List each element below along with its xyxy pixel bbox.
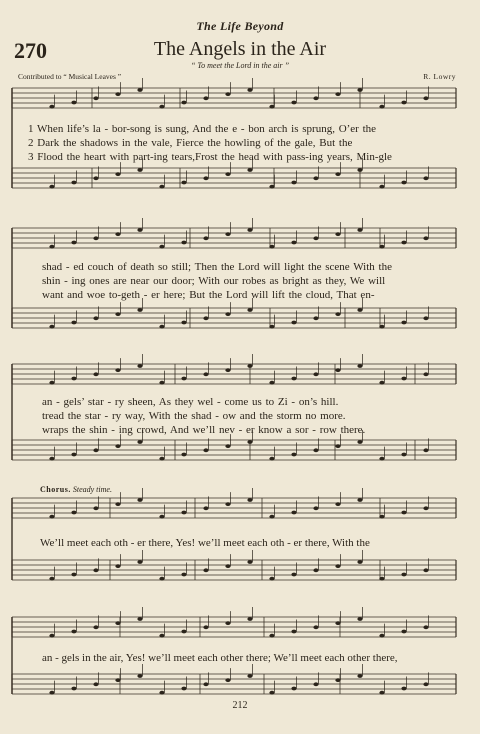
- chorus-heading: [40, 485, 112, 494]
- verse-2-line-3: tread the star - ry way, With the shad - ow and the storm no more.: [42, 410, 346, 422]
- verse-1-line-3: an - gels’ star - ry sheen, As they wel - come us to Zi - on’s hill.: [42, 396, 339, 408]
- verse-3-line-2: want and woe to-geth - er here; But the Lord will lift the cloud, That en-: [42, 289, 375, 301]
- verse-2-line-1: 2 Dark the shadows in the vale, Fierce the howling of the gale, But the: [28, 137, 353, 149]
- verse-2-line-2: shin - ing ones are near our door; With our robes as bright as they, We will: [42, 275, 386, 287]
- verse-1-line-1: 1 When life’s la - bor-song is sung, And the e - bon arch is sprung, O’er the: [28, 123, 377, 135]
- hymn-number: 270: [14, 38, 47, 63]
- verse-1-line-2: shad - ed couch of death so still; Then the Lord will light the scene With the: [42, 261, 392, 273]
- chorus-line-1: We’ll meet each oth - er there, Yes! we’ll meet each oth - er there, With the: [40, 537, 370, 549]
- composer-credit: R. Lowry: [423, 72, 456, 81]
- tempo-marking: Steady time.: [72, 485, 112, 494]
- epigraph: “ To meet the Lord in the air ”: [190, 61, 290, 70]
- page-number: 212: [232, 700, 248, 711]
- section-heading: The Life Beyond: [196, 19, 284, 33]
- chorus-line-2: an - gels in the air, Yes! we’ll meet each other there; We’ll meet each other there,: [42, 652, 398, 664]
- verse-3-line-1: 3 Flood the heart with part-ing tears,Frost the head with pass-ing years, Min-gle: [28, 151, 392, 163]
- contributor-credit: Contributed to “ Musical Leaves ”: [18, 72, 122, 81]
- chorus-label: Chorus.: [40, 485, 71, 494]
- verse-3-line-3: wraps the shin - ing crowd, And we’ll nev - er know a sor - row there.: [42, 424, 366, 436]
- hymn-title: The Angels in the Air: [153, 38, 327, 60]
